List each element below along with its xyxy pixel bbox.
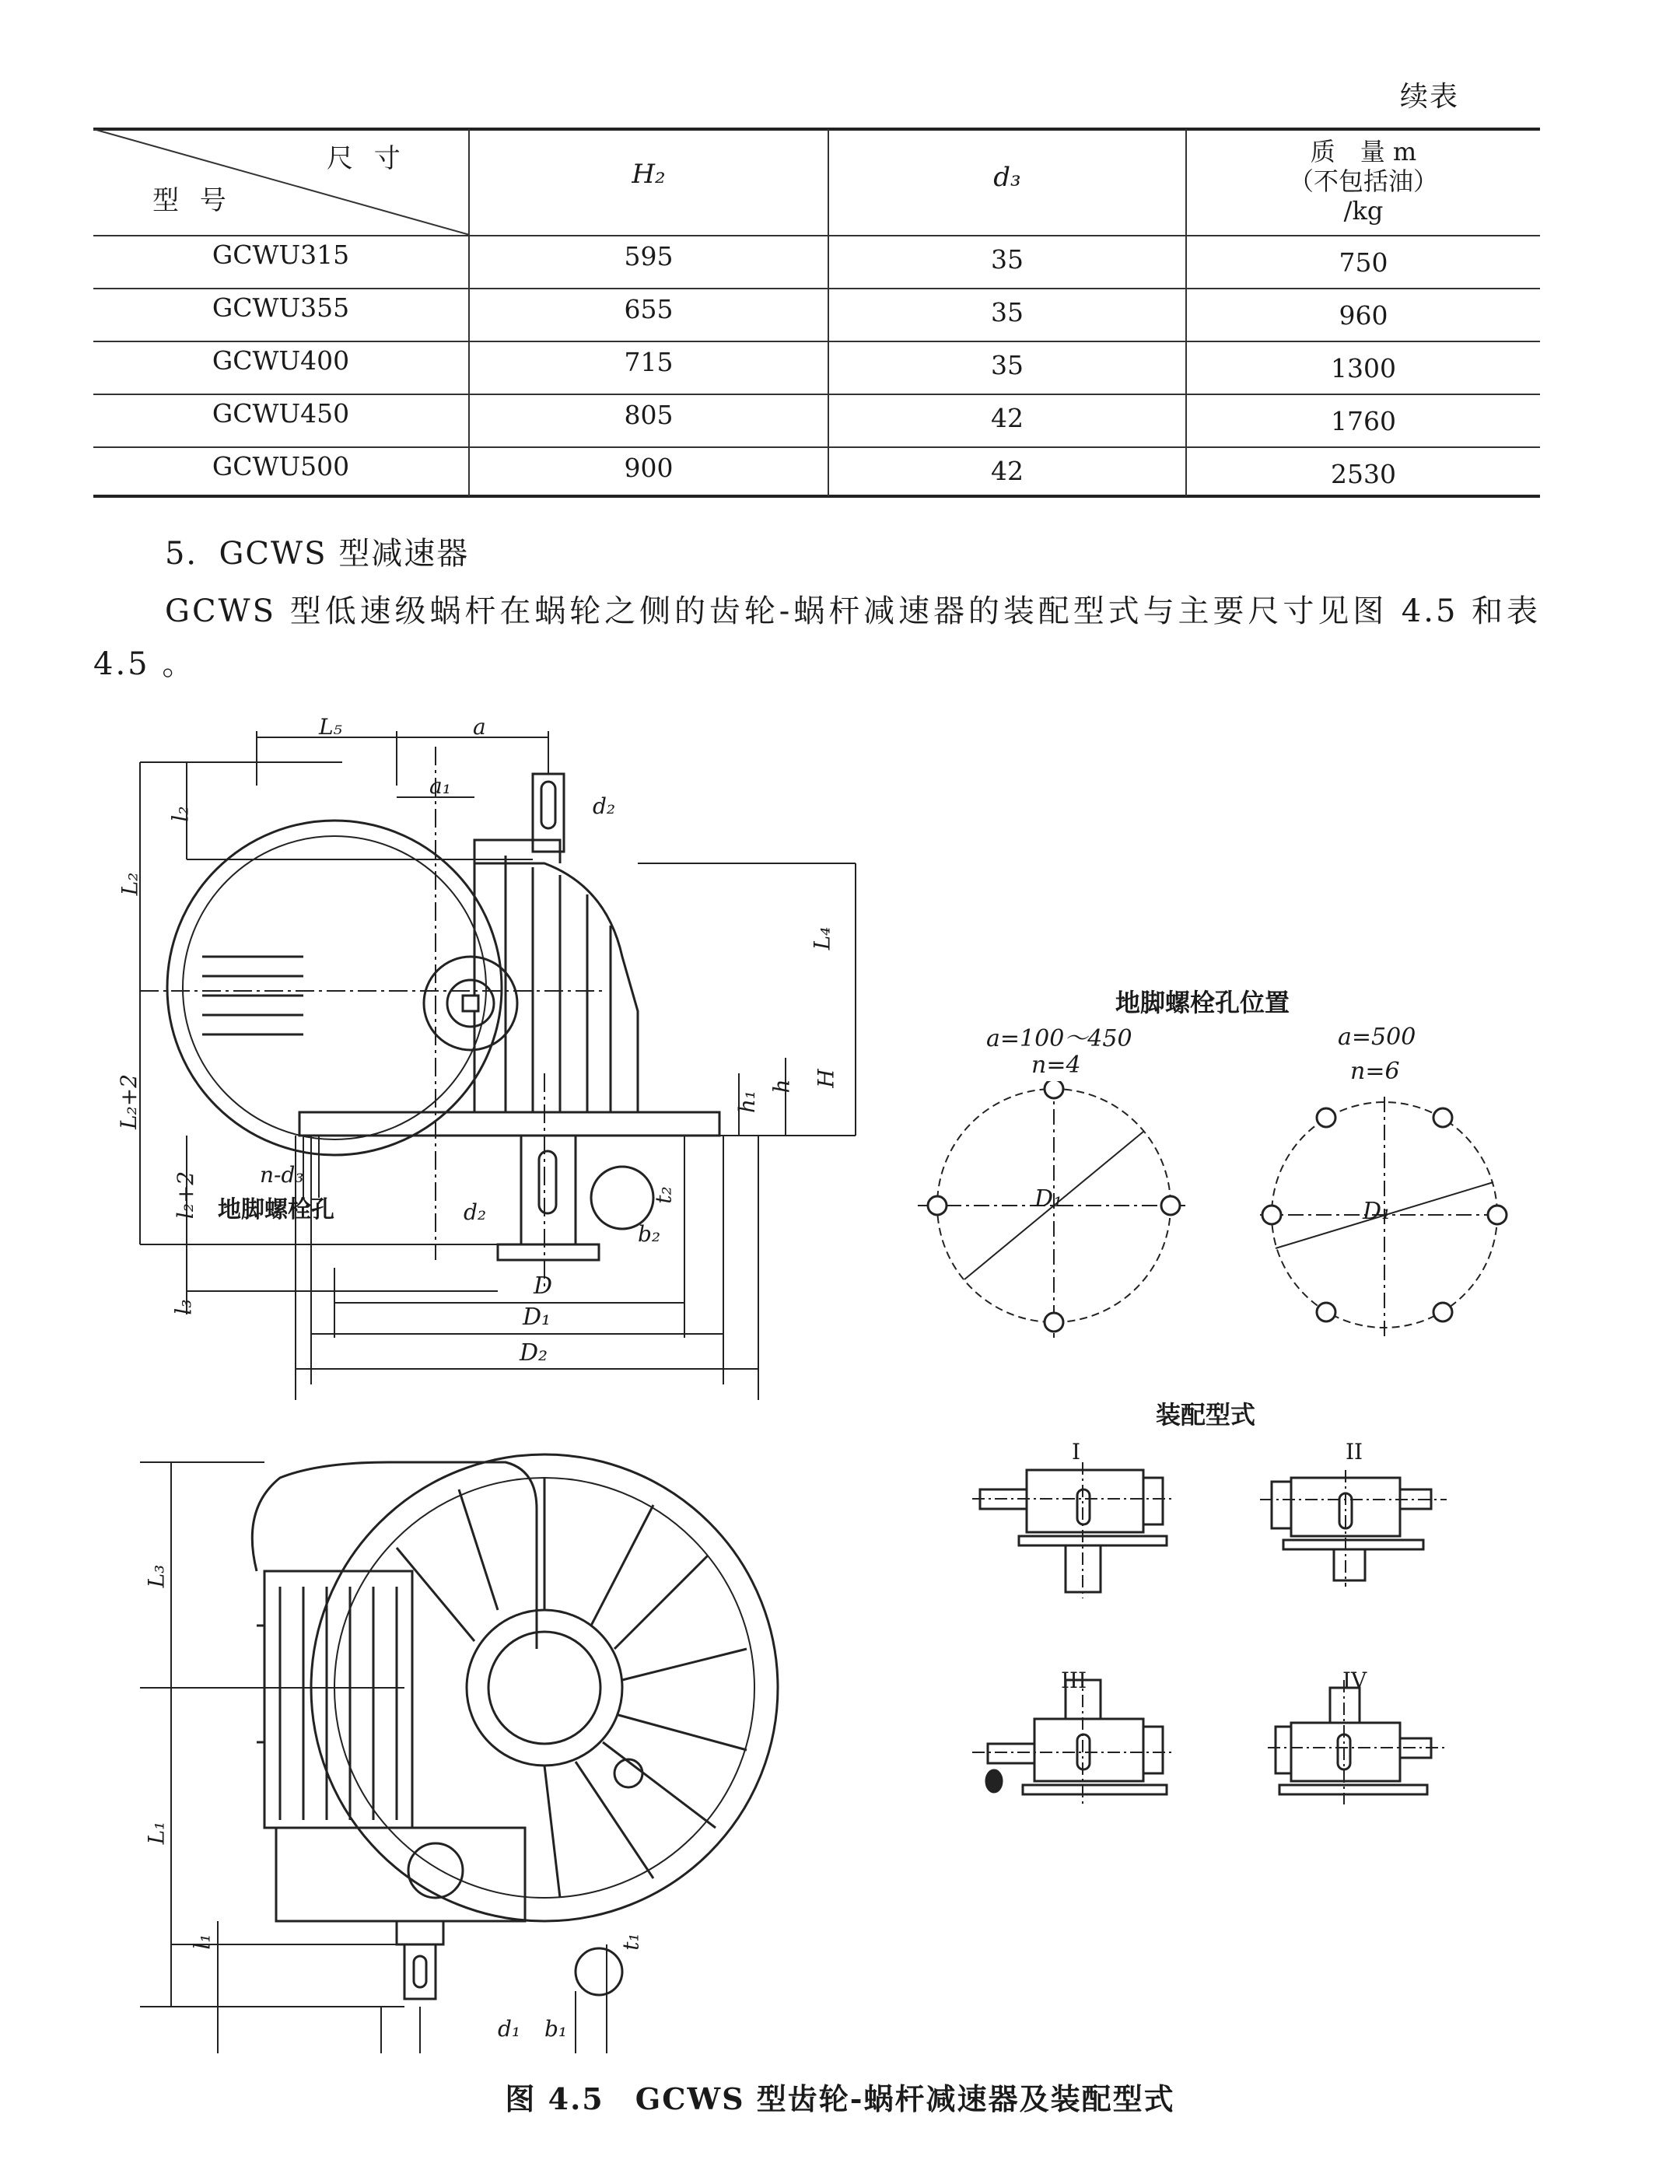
bolt-position-title: 地脚螺栓孔位置 xyxy=(1115,988,1290,1017)
mount-title: 装配型式 xyxy=(1156,1400,1256,1430)
cell-mass: 2530 xyxy=(1331,459,1396,489)
dim-D1: D₁ xyxy=(523,1304,551,1331)
mounting-types-drawing xyxy=(964,1462,1462,1836)
dim-n-d3: n-d₃ xyxy=(260,1162,304,1188)
cell-model: GCWU450 xyxy=(212,398,350,429)
reducer-front-view-drawing xyxy=(109,700,887,1400)
cell-model: GCWU315 xyxy=(212,240,350,270)
cell-mass: 960 xyxy=(1339,300,1388,331)
cell-d3: 42 xyxy=(991,403,1024,433)
col-header-d3: d₃ xyxy=(993,162,1021,193)
dim-D2: D₂ xyxy=(520,1339,548,1367)
table-bottom-rule xyxy=(93,495,1540,498)
figure-caption: 图 4.5 GCWS 型齿轮-蜗杆减速器及装配型式 xyxy=(505,2081,1175,2116)
cell-model: GCWU400 xyxy=(212,345,350,376)
dim-l5: L₅ xyxy=(319,714,342,740)
dim-d2-lower: d₂ xyxy=(464,1199,487,1225)
bolt-pattern-drawing xyxy=(918,1081,1540,1346)
dim-h1: h₁ xyxy=(734,1090,761,1114)
table-row-rule xyxy=(93,446,1540,448)
dim-l2: l₂ xyxy=(167,806,194,822)
mount-label-1: I xyxy=(1072,1439,1081,1465)
dim-a: a xyxy=(473,714,486,740)
table-row-rule xyxy=(93,341,1540,342)
dim-H: H xyxy=(813,1069,839,1088)
dim-l1: l₁ xyxy=(189,1934,215,1950)
mount-label-4: IV xyxy=(1342,1668,1367,1693)
dim-L1: L₁ xyxy=(143,1821,170,1845)
cell-mass: 750 xyxy=(1339,247,1388,278)
bolt-left-n: n=4 xyxy=(1031,1052,1081,1079)
table-row-rule xyxy=(93,288,1540,289)
dim-h: h xyxy=(768,1079,795,1094)
cell-d3: 35 xyxy=(991,350,1024,380)
dim-L2: L₂ xyxy=(117,872,143,896)
mass-header-line3: /kg xyxy=(1343,196,1384,226)
cell-h2: 595 xyxy=(624,241,674,271)
table-corner-diagonal xyxy=(93,129,470,236)
dim-D: D xyxy=(534,1272,553,1300)
dim-L3: L₃ xyxy=(143,1564,170,1588)
cell-model: GCWU355 xyxy=(212,292,350,323)
dim-d2: d₂ xyxy=(593,793,616,819)
cell-d3: 35 xyxy=(991,297,1024,327)
table-row-rule xyxy=(93,394,1540,395)
corner-header-top: 尺 寸 xyxy=(327,143,407,174)
dim-l3: l₃ xyxy=(170,1299,197,1315)
col-header-h2: H₂ xyxy=(632,159,666,190)
dim-t1: t₁ xyxy=(618,1933,644,1951)
dim-a1: a₁ xyxy=(429,773,451,799)
cell-h2: 715 xyxy=(624,347,674,377)
reducer-side-view-drawing xyxy=(140,1447,824,2053)
dim-t2: t₂ xyxy=(650,1186,677,1204)
label-bolt-hole: 地脚螺栓孔 xyxy=(218,1196,334,1223)
dim-d1: d₁ xyxy=(498,2016,521,2042)
bolt-left-a: a=100～450 xyxy=(986,1025,1132,1052)
mount-label-3: III xyxy=(1061,1668,1087,1693)
mass-header-line2: （不包括油） xyxy=(1288,166,1438,196)
section-title: 5．GCWS 型减速器 xyxy=(165,536,470,572)
dim-L2-plus-2: L₂+2 xyxy=(116,1073,142,1130)
bolt-right-n: n=6 xyxy=(1350,1058,1400,1085)
bolt-left-d1: D₁ xyxy=(1034,1185,1063,1213)
cell-h2: 805 xyxy=(624,400,674,430)
body-paragraph: GCWS 型低速级蜗杆在蜗轮之侧的齿轮-蜗杆减速器的装配型式与主要尺寸见图 4.5 和表 4.5 。 xyxy=(93,593,1540,682)
corner-header-bottom: 型 号 xyxy=(152,185,233,216)
continued-label: 续表 xyxy=(1400,81,1460,113)
col-header-mass xyxy=(1187,137,1540,226)
cell-h2: 900 xyxy=(624,453,674,483)
dim-b1: b₁ xyxy=(544,2016,568,2042)
cell-mass: 1760 xyxy=(1331,406,1396,436)
cell-d3: 35 xyxy=(991,244,1024,275)
dim-L4: L₄ xyxy=(809,926,835,950)
bolt-right-a: a=500 xyxy=(1338,1024,1416,1051)
cell-mass: 1300 xyxy=(1331,353,1396,383)
cell-d3: 42 xyxy=(991,456,1024,486)
bolt-right-d1: D₁ xyxy=(1363,1198,1391,1225)
cell-h2: 655 xyxy=(624,294,674,324)
cell-model: GCWU500 xyxy=(212,451,350,481)
dim-b2: b₂ xyxy=(638,1221,661,1247)
mass-header-line1: 质 量 m xyxy=(1310,137,1417,166)
mount-label-2: II xyxy=(1346,1439,1363,1465)
dim-l2-plus-2: l₂+2 xyxy=(173,1171,199,1220)
